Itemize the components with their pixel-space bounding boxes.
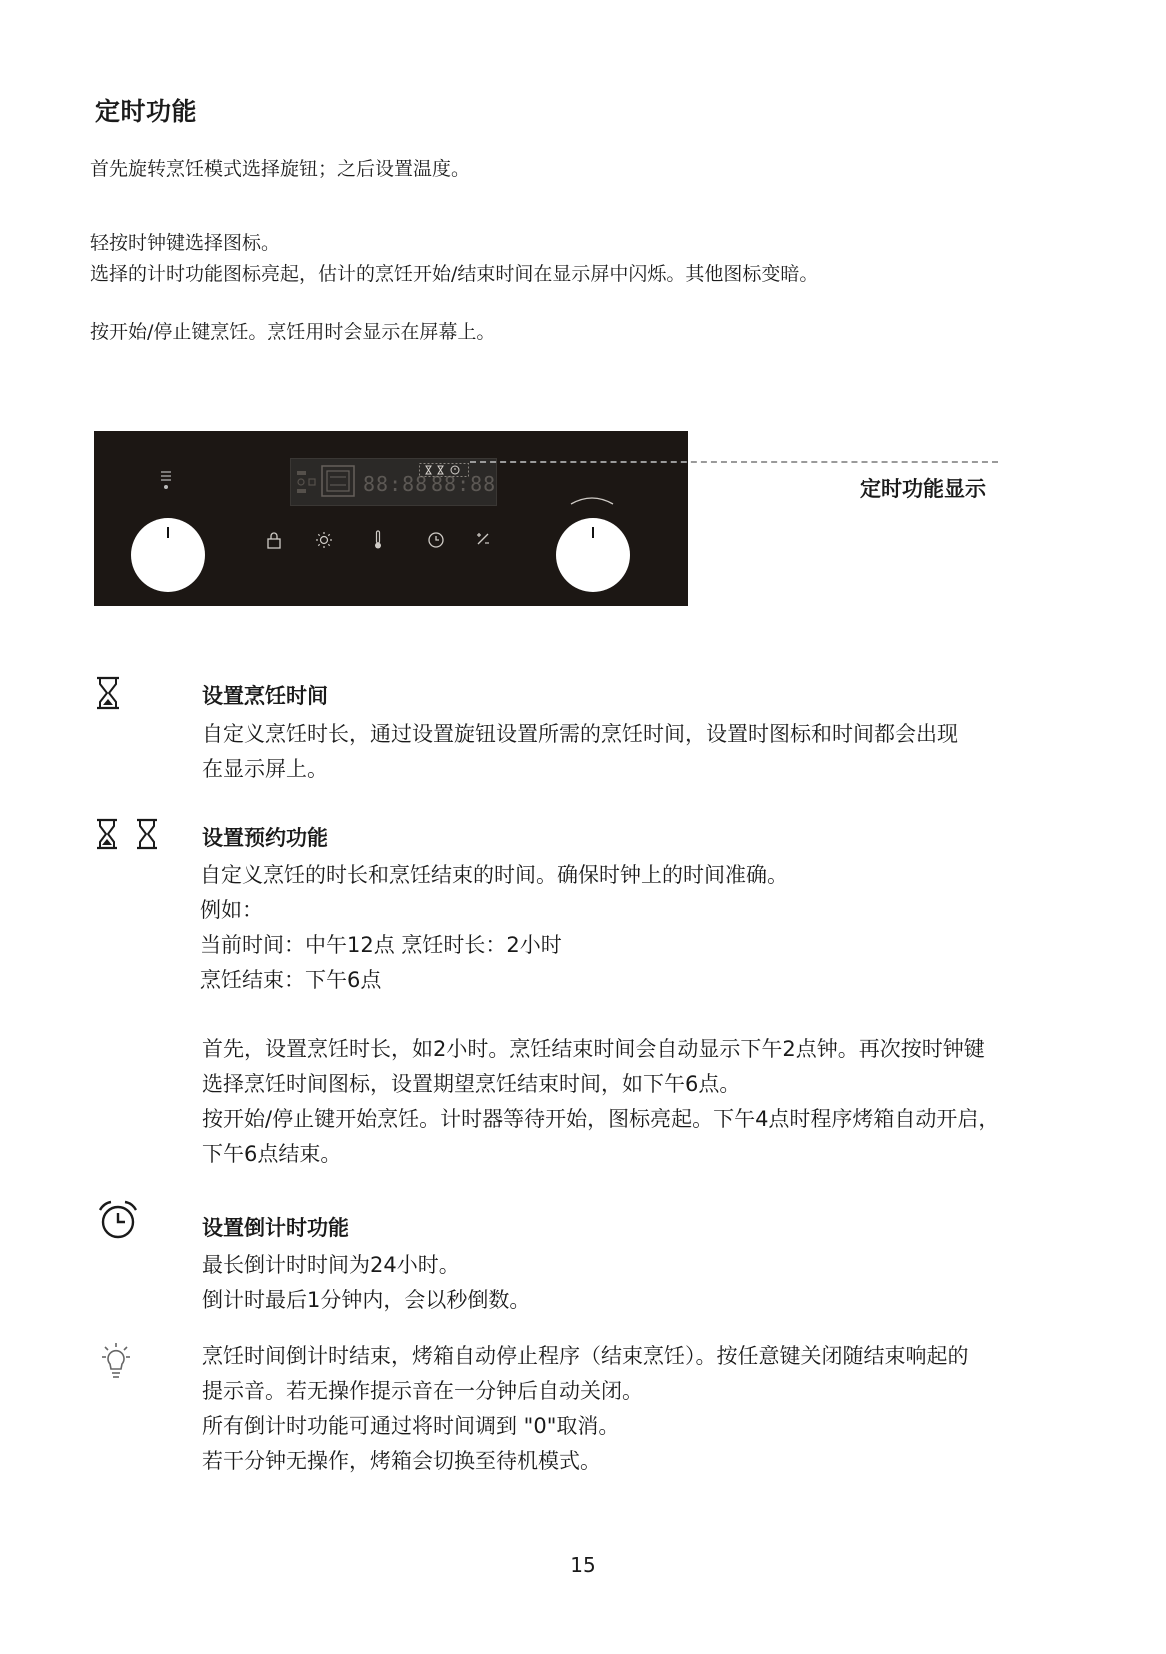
oven-cavity-icon	[321, 465, 355, 501]
text-line: 最长倒计时时间为24小时。	[202, 1253, 460, 1277]
lightbulb-icon	[96, 1342, 136, 1386]
text-line: 按开始/停止键开始烹饪。计时器等待开始，图标亮起。下午4点时程序烤箱自动开启，	[202, 1107, 1000, 1131]
light-icon[interactable]	[315, 531, 333, 553]
delay-start-text	[200, 858, 788, 998]
hourglass-start-icon	[135, 818, 159, 854]
alarm-clock-icon	[96, 1200, 140, 1244]
countdown-text	[202, 1248, 530, 1318]
cook-time-heading: 设置烹饪时间	[202, 684, 328, 708]
page-title: 定时功能	[95, 97, 198, 126]
hourglass-end-icon	[95, 818, 119, 854]
intro-line-3: 选择的计时功能图标亮起，估计的烹饪开始/结束时间在显示屏中闪烁。其他图标变暗。	[90, 263, 819, 285]
callout-dashed-line	[470, 461, 998, 463]
intro-line-1: 首先旋转烹饪模式选择旋钮；之后设置温度。	[90, 158, 471, 180]
display-digits-right: 88:88	[431, 472, 497, 496]
intro-line-4: 按开始/停止键烹饪。烹饪用时会显示在屏幕上。	[90, 321, 496, 343]
clock-icon[interactable]	[427, 531, 445, 553]
text-line: 所有倒计时功能可通过将时间调到 "0"取消。	[202, 1414, 620, 1438]
mode-selector-knob[interactable]	[131, 518, 205, 592]
display-digits-left: 88:88	[363, 472, 429, 496]
timer-function-icons	[419, 462, 469, 476]
tip-text	[202, 1339, 969, 1479]
intro-line-2: 轻按时钟键选择图标。	[90, 232, 281, 254]
text-line: 若干分钟无操作，烤箱会切换至待机模式。	[202, 1449, 601, 1473]
delay-start-heading: 设置预约功能	[202, 826, 328, 850]
text-line: 自定义烹饪的时长和烹饪结束的时间。确保时钟上的时间准确。	[200, 863, 788, 887]
cook-time-text	[202, 717, 958, 787]
text-line: 烹饪时间倒计时结束，烤箱自动停止程序（结束烹饪）。按任意键关闭随结束响起的	[202, 1344, 969, 1368]
mode-symbols-icon	[295, 467, 319, 497]
text-line: 提示音。若无操作提示音在一分钟后自动关闭。	[202, 1379, 643, 1403]
hourglass-icon	[95, 676, 121, 714]
oven-control-panel	[94, 431, 688, 606]
countdown-heading: 设置倒计时功能	[202, 1216, 349, 1240]
text-line: 倒计时最后1分钟内，会以秒倒数。	[202, 1288, 531, 1312]
text-line: 自定义烹饪时长，通过设置旋钮设置所需的烹饪时间，设置时图标和时间都会出现	[202, 722, 958, 746]
text-line: 当前时间：中午12点 烹饪时长：2小时	[200, 933, 562, 957]
lock-icon[interactable]	[265, 531, 283, 553]
text-line: 选择烹饪时间图标，设置期望烹饪结束时间，如下午6点。	[202, 1072, 741, 1096]
plus-minus-icon[interactable]	[475, 531, 491, 551]
text-line: 首先，设置烹饪时长，如2小时。烹饪结束时间会自动显示下午2点钟。再次按时钟键	[202, 1037, 985, 1061]
delay-start-example	[202, 1032, 999, 1172]
thermometer-icon[interactable]	[372, 530, 384, 554]
text-line: 例如：	[200, 898, 263, 922]
text-line: 在显示屏上。	[202, 757, 328, 781]
timer-display	[290, 458, 497, 506]
timer-display-callout: 定时功能显示	[860, 477, 986, 501]
menu-icon	[160, 469, 172, 495]
text-line: 下午6点结束。	[202, 1142, 342, 1166]
page-number: 15	[570, 1553, 596, 1577]
setting-knob[interactable]	[556, 518, 630, 592]
text-line: 烹饪结束：下午6点	[200, 968, 382, 992]
knob-arc-indicator	[569, 491, 615, 510]
